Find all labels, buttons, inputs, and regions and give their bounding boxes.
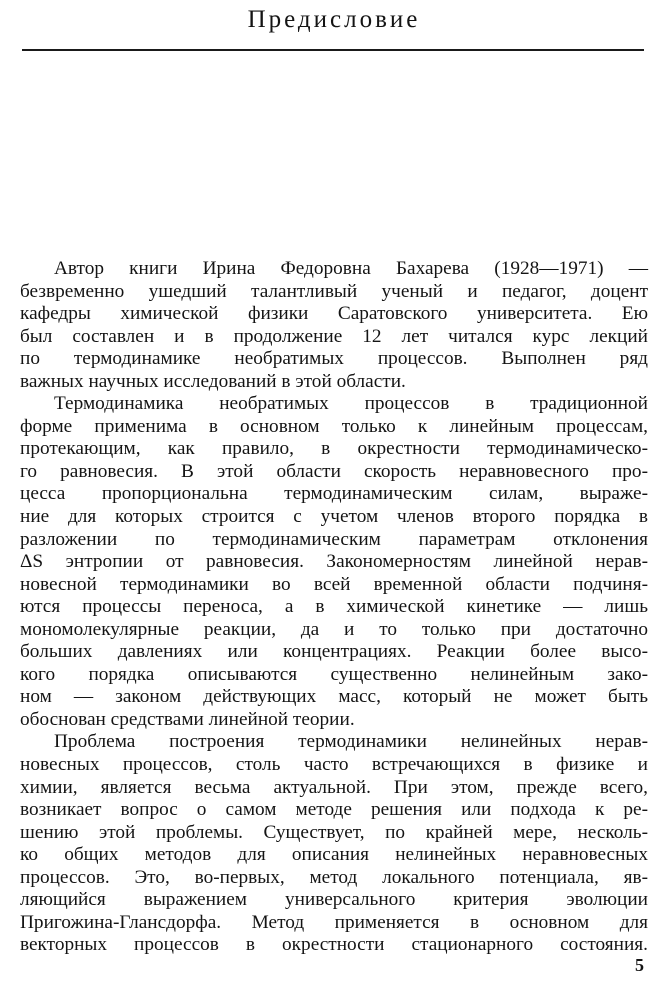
- title-divider: [22, 49, 644, 51]
- page-number: 5: [635, 955, 644, 975]
- text-line: ляющийся выражением универсального критерия эволюции: [20, 889, 648, 911]
- preface-body: [20, 258, 648, 957]
- text-line: процессов. Это, во-первых, метод локального потенциала, яв-: [20, 866, 648, 888]
- text-line: Автор книги Ирина Федоровна Бахарева (1928—1971) —: [54, 258, 648, 279]
- text-line: цесса пропорциональна термодинамическим силам, выраже-: [20, 483, 648, 505]
- text-line: больших давлениях или концентрациях. Реакции более высо-: [20, 641, 648, 663]
- text-line: важных научных исследований в этой области.: [20, 370, 406, 392]
- text-line: ном — законом действующих масс, который не может быть: [20, 686, 648, 708]
- text-line: химии, является весьма актуальной. При этом, прежде всего,: [20, 776, 648, 798]
- text-line: Проблема построения термодинамики нелинейных нерав-: [54, 731, 648, 753]
- text-line: ΔS энтропии от равновесия. Закономерностям линейной нерав-: [20, 551, 648, 573]
- text-line: разложении по термодинамическим параметрам отклонения: [20, 528, 648, 550]
- text-line: кого порядка описываются существенно нелинейным зако-: [20, 663, 648, 685]
- text-line: кафедры химической физики Саратовского университета. Ею: [20, 303, 648, 325]
- text-line: возникает вопрос о самом методе решения или подхода к ре-: [20, 799, 648, 821]
- text-line: векторных процессов в окрестности стационарного состояния.: [20, 934, 648, 956]
- text-line: ние для которых строится с учетом членов второго порядка в: [20, 506, 648, 528]
- text-line: новесной термодинамики во всей временной области подчиня-: [20, 573, 648, 595]
- text-line: Пригожина-Гланcдорфа. Метод применяется в основном для: [20, 911, 648, 933]
- text-line: ко общих методов для описания нелинейных неравновесных: [20, 844, 648, 866]
- text-line: по термодинамике необратимых процессов. Выполнен ряд: [20, 348, 648, 370]
- page-title: Предисловие: [247, 6, 421, 33]
- text-line: ются процессы переноса, а в химической кинетике — лишь: [20, 596, 648, 618]
- text-line: Термодинамика необратимых процессов в традиционной: [54, 393, 648, 415]
- text-line: го равновесия. В этой области скорость неравновесного про-: [20, 460, 648, 482]
- text-line: новесных процессов, столь часто встречающихся в физике и: [20, 754, 648, 776]
- text-line: обоснован средствами линейной теории.: [20, 708, 355, 730]
- text-line: был составлен и в продолжение 12 лет читался курс лекций: [20, 325, 648, 347]
- text-line: протекающим, как правило, в окрестности термодинамическо-: [20, 438, 648, 460]
- text-line: форме применима в основном только к линейным процессам,: [20, 415, 648, 437]
- text-line: безвременно ушедший талантливый ученый и педагог, доцент: [20, 280, 648, 302]
- text-line: мономолекулярные реакции, да и то только при достаточно: [20, 618, 648, 640]
- text-line: шению этой проблемы. Существует, по крайней мере, несколь-: [20, 821, 648, 843]
